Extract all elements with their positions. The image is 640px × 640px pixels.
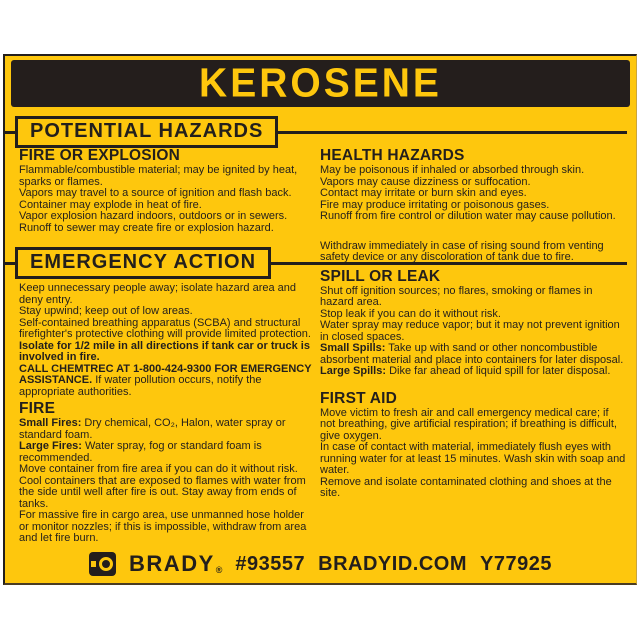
- emergency-action-and-fire-section: [19, 283, 315, 545]
- potential-hazards-header: POTENTIAL HAZARDS: [15, 116, 278, 148]
- fire-para: For massive fire in cargo area, use unmanned hose holder or monitor nozzles; if this is impossible, withdraw from area and let fire burn.: [19, 509, 307, 544]
- emergency-action-right-para: Withdraw immediately in case of rising sound from venting safety device or any discoloration of tank due to fire.: [320, 239, 604, 263]
- first-aid-para: Remove and isolate contaminated clothing and shoes at the site.: [320, 475, 612, 499]
- first-aid-para: Move victim to fresh air and call emergency medical care; if not breathing, give artificial respiration; if breathing is difficult, give oxygen.: [320, 406, 617, 442]
- emergency-action-para: Self-contained breathing apparatus (SCBA) and structural firefighter's protective clothing will provide limited protection.: [19, 316, 311, 340]
- right-column: [320, 147, 626, 500]
- health-hazards-para: Runoff from fire control or dilution water may cause pollution.: [320, 210, 616, 222]
- emergency-action-para: Stay upwind; keep out of low areas.: [19, 305, 193, 317]
- fire-or-explosion-para: Vapor explosion hazard indoors, outdoors or in sewers.: [19, 210, 288, 222]
- first-aid-heading: FIRST AID: [320, 389, 397, 407]
- fire-heading: FIRE: [19, 400, 56, 417]
- spill-or-leak-heading: SPILL OR LEAK: [320, 267, 441, 285]
- health-hazards-para: May be poisonous if inhaled or absorbed through skin.: [320, 164, 585, 176]
- first-aid-para: In case of contact with material, immediately flush eyes with running water for at least 15 minutes. Wash skin with soap and water.: [320, 441, 626, 476]
- emergency-action-header: EMERGENCY ACTION: [15, 247, 271, 279]
- band-rule-left: [5, 131, 15, 134]
- footer-brand-row: [5, 550, 636, 578]
- emergency-action-para: Isolate for 1/2 mile in all directions if tank car or truck is involved in fire.: [19, 339, 310, 363]
- band-rule-right: [278, 131, 627, 134]
- kerosene-hazard-label: [3, 54, 637, 585]
- part-number: #93557: [235, 553, 306, 575]
- fire-para: Small Fires: Dry chemical, CO₂, Halon, water spray or standard foam.: [19, 417, 286, 441]
- potential-hazards-band: [5, 117, 636, 147]
- spill-or-leak-para: Large Spills: Dike far ahead of liquid spill for later disposal.: [320, 365, 611, 377]
- product-name: KEROSENE: [199, 61, 442, 106]
- fire-or-explosion-para: Runoff to sewer may create fire or explosion hazard.: [19, 221, 274, 234]
- fire-para: Move container from fire area if you can do it without risk.: [19, 463, 298, 475]
- website: BRADYID.COM: [318, 553, 467, 575]
- spill-or-leak-para: Small Spills: Take up with sand or other noncombustible absorbent material and place into containers for later disposal.: [320, 342, 624, 366]
- emergency-action-para: CALL CHEMTREC AT 1-800-424-9300 FOR EMERGENCY ASSISTANCE. If water pollution occurs, notify the appropriate authorities.: [19, 362, 312, 398]
- fire-or-explosion-section: [19, 147, 311, 234]
- fire-or-explosion-para: Flammable/combustible material; may be ignited by heat, sparks or flames.: [19, 164, 298, 188]
- product-title-bar: [11, 60, 630, 107]
- fire-para: Cool containers that are exposed to flames with water from the side until well after fire is out. Stay away from ends of tanks.: [19, 474, 306, 510]
- spill-or-leak-para: Shut off ignition sources; no flares, smoking or flames in hazard area.: [320, 284, 593, 308]
- spill-or-leak-para: Water spray may reduce vapor; but it may not prevent ignition in closed spaces.: [320, 319, 620, 343]
- health-hazards-para: Fire may produce irritating or poisonous gases.: [320, 198, 550, 211]
- fire-or-explosion-para: Container may explode in heat of fire.: [19, 198, 202, 211]
- health-hazards-para: Vapors may cause dizziness or suffocation.: [320, 175, 531, 188]
- health-hazards-para: Contact may irritate or burn skin and eyes.: [320, 187, 527, 199]
- spill-or-leak-para: Stop leak if you can do it without risk.: [320, 307, 501, 320]
- health-hazards-heading: HEALTH HAZARDS: [320, 147, 465, 164]
- brand-name: BRADY: [129, 551, 215, 576]
- registered-trademark-symbol: ®: [215, 565, 223, 575]
- fire-or-explosion-para: Vapors may travel to a source of ignition and flash back.: [19, 187, 292, 199]
- brady-logo-ring: [99, 557, 113, 571]
- fire-or-explosion-heading: FIRE OR EXPLOSION: [19, 147, 181, 164]
- brady-logo-icon: [89, 552, 116, 576]
- brady-logo-dot: [91, 561, 96, 567]
- fire-para: Large Fires: Water spray, fog or standard foam is recommended.: [19, 440, 262, 464]
- band-rule-left: [5, 262, 15, 265]
- model-number: Y77925: [480, 553, 552, 575]
- emergency-action-para: Keep unnecessary people away; isolate hazard area and deny entry.: [19, 282, 297, 306]
- brand-wordmark: [129, 553, 222, 575]
